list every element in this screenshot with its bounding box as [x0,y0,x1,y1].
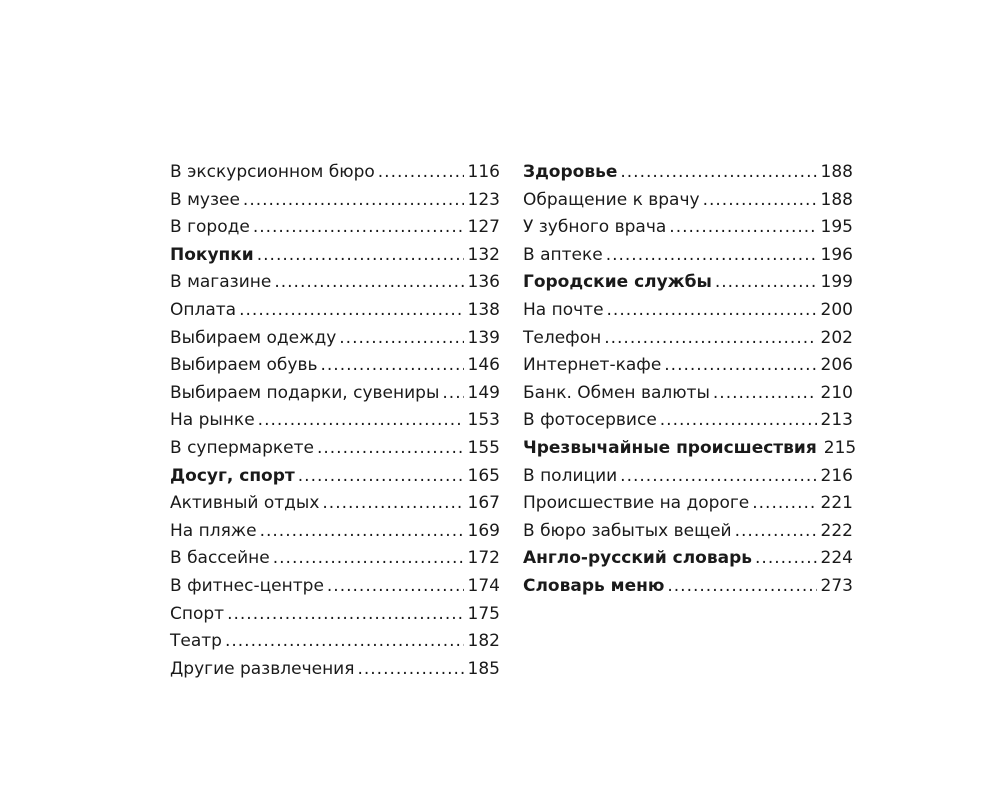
toc-entry[interactable] [523,297,853,325]
dot-leader [321,352,464,380]
toc-entry-title: Выбираем одежду [170,327,337,348]
toc-entry[interactable] [170,214,500,242]
toc-entry-title: В экскурсионном бюро [170,162,375,182]
toc-page-number: 188 [820,189,853,210]
toc-entry-title: В супермаркете [170,437,314,458]
toc-section-heading[interactable] [170,242,500,270]
toc-entry-title: Выбираем обувь [170,355,318,376]
toc-entry[interactable] [523,490,853,518]
toc-entry[interactable] [170,573,500,601]
toc-entry-title: Телефон [523,327,602,348]
toc-entry[interactable] [170,380,500,408]
toc-entry-title: Банк. Обмен валюты [523,382,710,403]
toc-entry-title: Досуг, спорт [170,465,295,486]
dot-leader [442,380,463,408]
toc-entry-title: В магазине [170,272,272,293]
toc-page-number: 224 [820,548,853,569]
toc-section-heading[interactable] [523,269,853,297]
toc-entry[interactable] [523,325,853,353]
toc-entry-title: В бассейне [170,548,270,569]
dot-leader [257,242,464,270]
toc-entry-title: Англо-русский словарь [523,548,753,569]
toc-page-number: 172 [467,548,500,569]
dot-leader [735,518,817,546]
toc-entry-title: На почте [523,299,604,320]
dot-leader [606,242,817,270]
toc-entry[interactable] [170,325,500,353]
toc-column-left [170,159,500,683]
toc-section-heading[interactable] [523,159,853,187]
toc-page-number: 132 [467,244,500,265]
toc-entry[interactable] [170,601,500,629]
toc-page-number: 155 [467,437,500,458]
toc-section-heading[interactable] [523,545,853,573]
toc-entry-title: Покупки [170,244,254,265]
toc-entry-title: Интернет-кафе [523,355,662,376]
toc-page-number: 138 [467,299,500,320]
toc-entry-title: Оплата [170,299,237,320]
dot-leader [755,545,817,573]
toc-entry-title: Спорт [170,603,225,624]
toc-entry[interactable] [523,187,853,215]
dot-leader [243,187,464,215]
toc-page-number: 199 [820,272,853,293]
toc-entry[interactable] [170,159,500,187]
toc-page-number: 222 [820,520,853,541]
dot-leader [327,573,464,601]
toc-page-number: 123 [467,189,500,210]
toc-entry-title: В бюро забытых вещей [523,520,732,541]
dot-leader [620,159,816,187]
toc-page-number: 116 [467,162,500,182]
toc-entry-title: В фотосервисе [523,410,657,431]
dot-leader [225,628,464,656]
toc-entry-title: Театр [170,631,222,652]
toc-page-number: 146 [467,355,500,376]
dot-leader [298,463,464,491]
toc-page-number: 175 [467,603,500,624]
toc-entry-title: Происшествие на дороге [523,493,750,514]
dot-leader [713,380,817,408]
toc-page-number: 273 [820,575,853,596]
toc-page-number: 195 [820,217,853,238]
dot-leader [274,269,463,297]
dot-leader [322,490,463,518]
toc-page-number: 210 [820,382,853,403]
toc-page-number: 213 [820,410,853,431]
toc-entry[interactable] [523,352,853,380]
toc-entry-title: На пляже [170,520,257,541]
toc-page-number: 185 [467,658,500,679]
toc-entry[interactable] [170,490,500,518]
toc-page-number: 153 [467,410,500,431]
toc-entry[interactable] [523,407,853,435]
toc-entry[interactable] [523,380,853,408]
toc-page-number: 216 [820,465,853,486]
toc-page-number: 136 [467,272,500,293]
toc-page-number: 149 [467,382,500,403]
toc-page-number: 182 [467,631,500,652]
toc-page-number: 174 [467,575,500,596]
toc-entry-title: Словарь меню [523,575,665,596]
toc-page-number: 188 [820,162,853,182]
dot-leader [607,297,817,325]
dot-leader [604,325,816,353]
toc-page-number: 215 [823,437,857,458]
toc-entry-title: У зубного врача [523,217,667,238]
toc-entry[interactable] [170,187,500,215]
toc-entry-title: Городские службы [523,272,712,293]
toc-page-number: 202 [820,327,853,348]
dot-leader [669,214,816,242]
toc-section-heading[interactable] [170,463,500,491]
toc-entry[interactable] [170,518,500,546]
dot-leader [227,601,463,629]
toc-entry[interactable] [170,352,500,380]
dot-leader [660,407,817,435]
toc-page-number: 221 [820,493,853,514]
toc-page-number: 196 [820,244,853,265]
dot-leader [273,545,464,573]
toc-entry[interactable] [170,435,500,463]
toc-entry-title: Выбираем подарки, сувениры [170,382,440,403]
toc-entry-title: В полиции [523,465,618,486]
toc-entry-title: В фитнес-центре [170,575,324,596]
toc-entry[interactable] [170,297,500,325]
dot-leader [715,269,817,297]
dot-leader [667,573,816,601]
toc-entry[interactable] [523,463,853,491]
dot-leader [339,325,463,353]
toc-entry[interactable] [523,242,853,270]
toc-entry[interactable] [170,407,500,435]
toc-entry[interactable] [170,545,500,573]
toc-entry[interactable] [170,628,500,656]
toc-entry-title: Здоровье [523,162,618,182]
toc-entry-title: В городе [170,217,250,238]
toc-page-number: 165 [467,465,500,486]
dot-leader [620,463,816,491]
toc-column-right [523,159,857,601]
dot-leader [752,490,816,518]
toc-entry[interactable] [170,269,500,297]
toc-page-number: 167 [467,493,500,514]
toc-entry[interactable] [170,656,500,684]
dot-leader [703,187,817,215]
toc-entry-title: На рынке [170,410,255,431]
toc-entry[interactable] [523,214,853,242]
dot-leader [378,159,464,187]
dot-leader [317,435,464,463]
toc-section-heading[interactable] [523,573,853,601]
toc-entry[interactable] [523,518,853,546]
dot-leader [357,656,463,684]
dot-leader [258,407,464,435]
toc-section-heading[interactable] [523,435,857,463]
toc-page-number: 139 [467,327,500,348]
toc-entry-title: Активный отдых [170,493,320,514]
toc-page-number: 206 [820,355,853,376]
toc-entry-title: Другие развлечения [170,658,355,679]
dot-leader [253,214,464,242]
dot-leader [239,297,463,325]
toc-entry-title: В музее [170,189,240,210]
toc-page-number: 200 [820,299,853,320]
toc-entry-title: Обращение к врачу [523,189,700,210]
dot-leader [260,518,464,546]
toc-page-number: 127 [467,217,500,238]
dot-leader [664,352,816,380]
toc-entry-title: В аптеке [523,244,603,265]
toc-entry-title: Чрезвычайные происшествия [523,437,817,458]
toc-page-number: 169 [467,520,500,541]
